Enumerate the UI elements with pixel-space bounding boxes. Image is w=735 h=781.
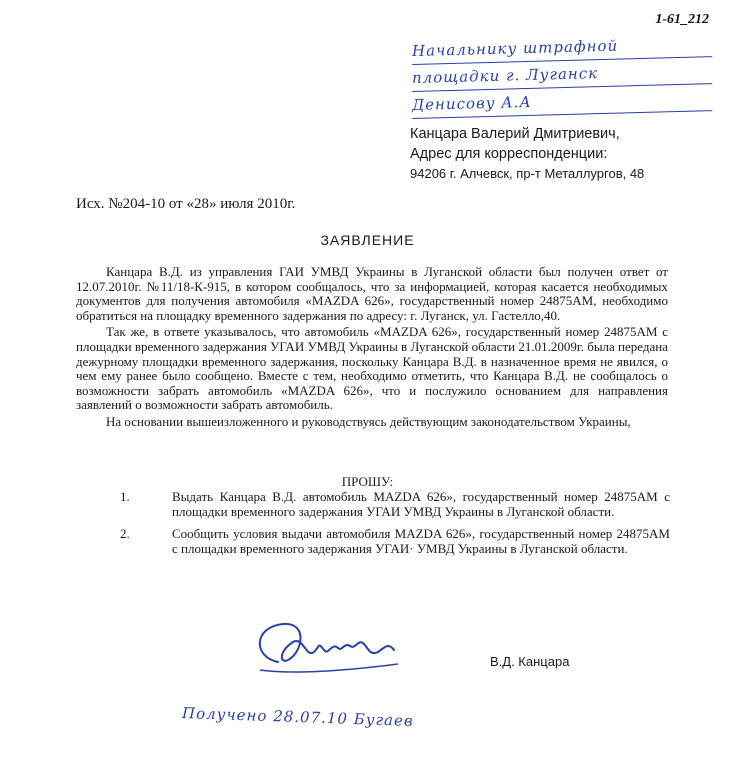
paragraph-1: Канцара В.Д. из управления ГАИ УМВД Украины в Луганской области был получен ответ от 12.07.2010г. №11/18-К-915, в котором сообщалось, что за информацией, которая касается необходимых документов для получения автомобиля «MAZDA 626», государственный номер 24875АМ, необходимо обратиться на площадку временного задержания по адресу: г. Луганск, ул. Гастелло,40. bbox=[76, 264, 668, 323]
addressee-line-1: Начальнику штрафной bbox=[412, 30, 713, 65]
item-number: 2. bbox=[120, 526, 130, 542]
paragraph-3: На основании вышеизложенного и руководствуясь действующим законодательством Украины, bbox=[106, 413, 631, 429]
paragraph-2: Так же, в ответе указывалось, что автомобиль «MAZDA 626», государственный номер 24875АМ с площадки временного задержания УГАИ УМВД Украины в Луганской области 21.01.2009г. была передана дежурному площадки временного задержания, поскольку Канцара В.Д. в назначенное время не явился, о чем ему ранее было сообщено. Вместе с тем, необходимо отметить, что Канцара В.Д. не сообщалось о возможности забрать автомобиль «MAZDA 626», что и послужило основанием для направления заявлений о возможности забрать автомобиль. bbox=[76, 324, 668, 413]
sender-address-label: Адрес для корреспонденции: bbox=[410, 146, 608, 162]
document-id: 1-61_212 bbox=[655, 12, 709, 27]
item-text: Сообщить условия выдачи автомобиля MAZDA 626», государственный номер 24875АМ с площадки временного задержания УГАИ· УМВД Украины в Луганской области. bbox=[172, 526, 670, 556]
item-number: 1. bbox=[120, 489, 130, 504]
list-item bbox=[120, 490, 670, 519]
sender-block bbox=[410, 124, 710, 184]
outgoing-number: Исх. №204-10 от «28» июля 2010г. bbox=[76, 196, 296, 212]
sender-address: 94206 г. Алчевск, пр-т Металлургов, 48 bbox=[410, 166, 645, 181]
request-list bbox=[120, 490, 670, 564]
document-body bbox=[76, 265, 668, 430]
addressee-line-3: Денисову А.А bbox=[412, 84, 713, 119]
signature-scribble bbox=[248, 612, 408, 684]
handwritten-received-note: Получено 28.07.10 Бугаев bbox=[181, 703, 414, 731]
addressee-line-2: площадки г. Луганск bbox=[412, 57, 713, 92]
document-title: ЗАЯВЛЕНИЕ bbox=[320, 232, 415, 248]
handwritten-addressee bbox=[412, 38, 712, 119]
request-heading: ПРОШУ: bbox=[341, 474, 394, 489]
item-text: Выдать Канцара В.Д. автомобиль MAZDA 626», государственный номер 24875АМ с площадки временного задержания УГАИ УМВД Украины в Луганской области. bbox=[172, 489, 670, 519]
signer-name: В.Д. Канцара bbox=[490, 654, 570, 669]
list-item bbox=[120, 527, 670, 556]
sender-name: Канцара Валерий Дмитриевич, bbox=[410, 126, 620, 142]
